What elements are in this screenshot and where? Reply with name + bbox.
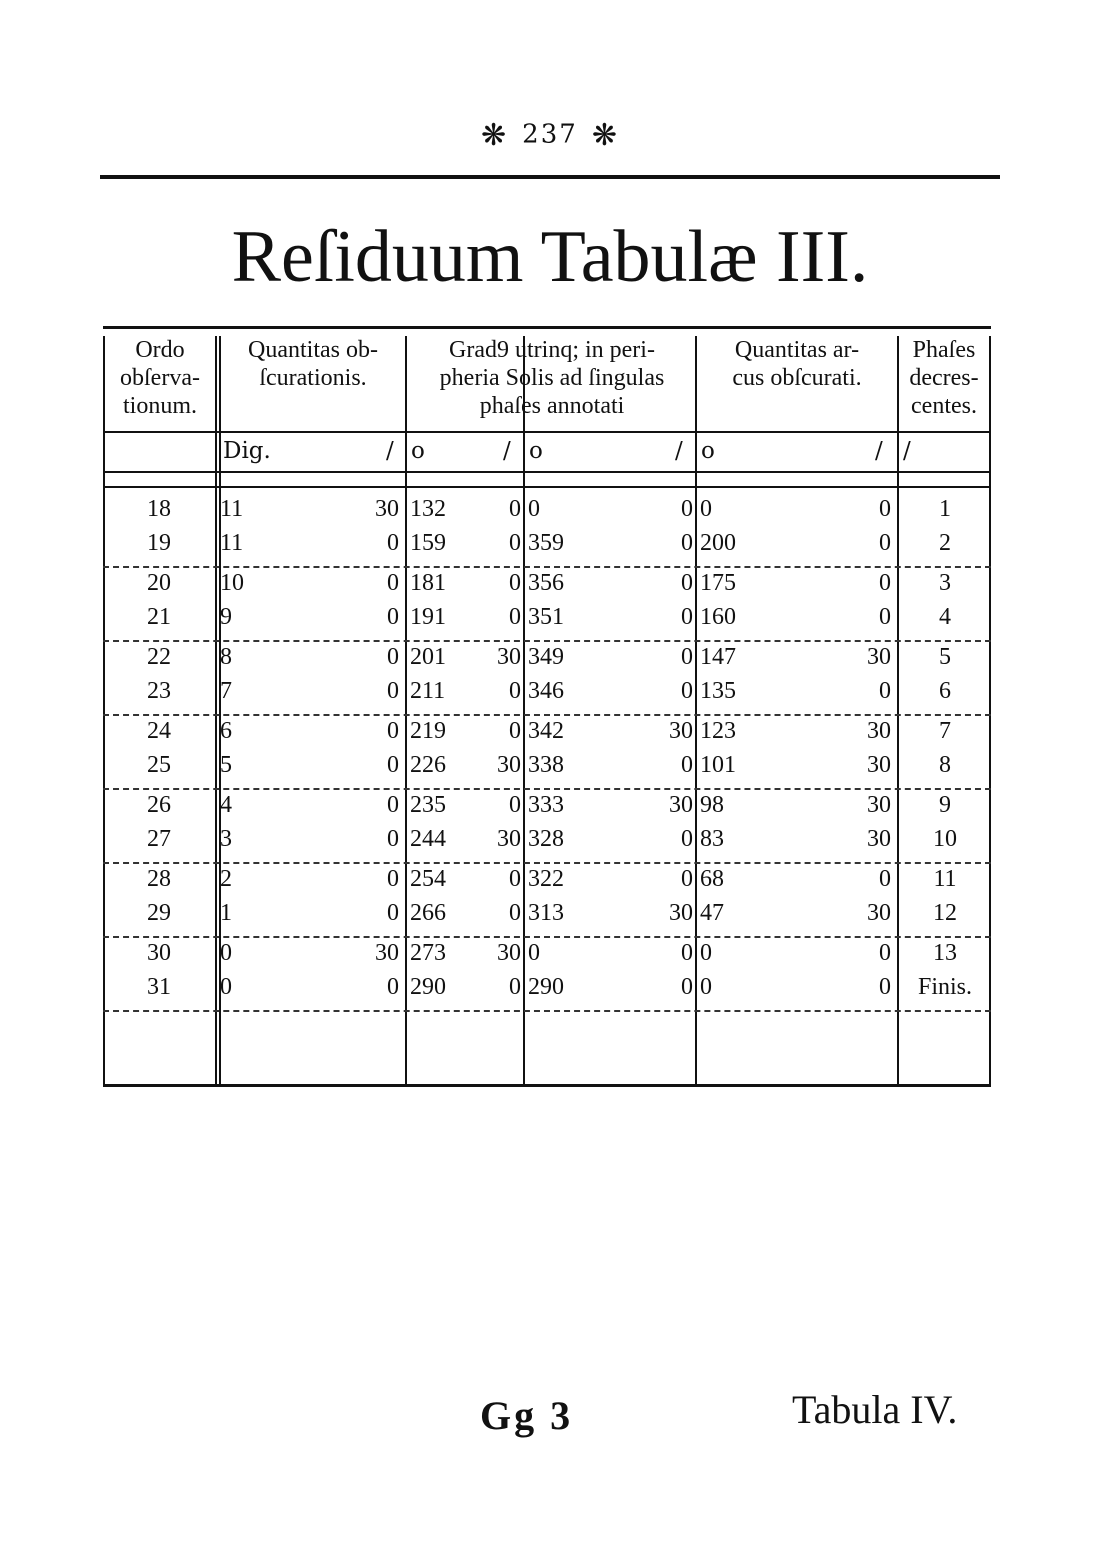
row-minutes: 0: [387, 752, 399, 778]
row-degrees: 0: [528, 940, 540, 966]
row-degrees: 273: [410, 940, 446, 966]
row-digits: 7: [220, 678, 232, 704]
row-minutes: 0: [509, 604, 521, 630]
row-phase: 3: [939, 570, 951, 596]
row-degrees: 254: [410, 866, 446, 892]
row-digits: 6: [220, 718, 232, 744]
row-degrees: 0: [528, 496, 540, 522]
row-degrees: 235: [410, 792, 446, 818]
column-divider: [215, 336, 217, 1086]
row-minutes: 0: [681, 644, 693, 670]
row-degrees: 147: [700, 644, 736, 670]
row-minutes: 0: [681, 604, 693, 630]
header-quantitas-obscurationis: Quantitas ob- ſcurationis.: [248, 337, 378, 391]
row-minutes: 30: [497, 644, 521, 670]
page-number: 237: [522, 119, 578, 150]
row-minutes: 0: [387, 718, 399, 744]
row-minutes: 0: [879, 570, 891, 596]
row-minutes: 0: [387, 644, 399, 670]
row-minutes: 0: [509, 900, 521, 926]
row-degrees: 356: [528, 570, 564, 596]
row-degrees: 290: [410, 974, 446, 1000]
row-degrees: 328: [528, 826, 564, 852]
row-digits: 11: [220, 496, 244, 522]
page-title: Reſiduum Tabulæ III.: [231, 216, 869, 298]
row-order: 19: [147, 530, 171, 556]
row-minutes: 0: [387, 866, 399, 892]
unit-label: o: [411, 438, 425, 464]
row-minutes: 0: [509, 974, 521, 1000]
row-minutes: 30: [669, 718, 693, 744]
row-order: 25: [147, 752, 171, 778]
row-minutes: 0: [879, 940, 891, 966]
row-minutes: 0: [509, 530, 521, 556]
row-degrees: 0: [700, 974, 712, 1000]
row-phase: 12: [933, 900, 957, 926]
row-digits: 4: [220, 792, 232, 818]
row-order: 27: [147, 826, 171, 852]
row-phase: Finis.: [917, 974, 973, 1000]
row-phase: 5: [939, 644, 951, 670]
row-order: 24: [147, 718, 171, 744]
row-degrees: 159: [410, 530, 446, 556]
unit-label: /: [903, 438, 911, 464]
row-minutes: 0: [681, 866, 693, 892]
row-minutes: 0: [681, 530, 693, 556]
row-minutes: 0: [879, 974, 891, 1000]
row-phase: 6: [939, 678, 951, 704]
row-degrees: 160: [700, 604, 736, 630]
row-digits: 9: [220, 604, 232, 630]
row-degrees: 201: [410, 644, 446, 670]
row-phase: 2: [939, 530, 951, 556]
page-header: [0, 118, 1100, 168]
catchword: Tabula IV.: [792, 1387, 958, 1432]
row-degrees: 68: [700, 866, 724, 892]
row-minutes: 30: [867, 644, 891, 670]
units-rule-2: [103, 486, 991, 488]
row-phase: 11: [933, 866, 957, 892]
row-degrees: 333: [528, 792, 564, 818]
row-order: 30: [147, 940, 171, 966]
row-degrees: 135: [700, 678, 736, 704]
row-minutes: 30: [867, 792, 891, 818]
row-minutes: 30: [497, 752, 521, 778]
row-minutes: 0: [387, 792, 399, 818]
row-minutes: 30: [669, 792, 693, 818]
unit-label: o: [701, 438, 715, 464]
row-digits: 2: [220, 866, 232, 892]
row-minutes: 0: [681, 826, 693, 852]
row-degrees: 191: [410, 604, 446, 630]
column-divider: [405, 336, 407, 1086]
row-minutes: 30: [497, 826, 521, 852]
row-order: 29: [147, 900, 171, 926]
row-degrees: 266: [410, 900, 446, 926]
row-digits: 5: [220, 752, 232, 778]
row-degrees: 132: [410, 496, 446, 522]
row-minutes: 0: [387, 900, 399, 926]
row-degrees: 359: [528, 530, 564, 556]
row-phase: 13: [933, 940, 957, 966]
row-minutes: 0: [879, 530, 891, 556]
row-order: 28: [147, 866, 171, 892]
row-minutes: 30: [867, 900, 891, 926]
column-divider: [523, 336, 525, 1086]
row-digits: 8: [220, 644, 232, 670]
row-phase: 1: [939, 496, 951, 522]
row-minutes: 0: [681, 570, 693, 596]
row-minutes: 0: [387, 570, 399, 596]
row-order: 22: [147, 644, 171, 670]
unit-label: Dig.: [223, 438, 271, 464]
row-degrees: 346: [528, 678, 564, 704]
row-order: 23: [147, 678, 171, 704]
row-phase: 10: [933, 826, 957, 852]
row-degrees: 0: [700, 940, 712, 966]
row-degrees: 322: [528, 866, 564, 892]
row-minutes: 0: [387, 678, 399, 704]
row-degrees: 101: [700, 752, 736, 778]
row-minutes: 0: [509, 792, 521, 818]
header-rule: [100, 175, 1000, 179]
row-degrees: 349: [528, 644, 564, 670]
row-phase: 9: [939, 792, 951, 818]
signature-mark: Gg 3: [480, 1393, 574, 1438]
row-minutes: 0: [681, 496, 693, 522]
row-minutes: 0: [509, 496, 521, 522]
column-divider: [695, 336, 697, 1086]
unit-label: /: [386, 438, 394, 464]
row-minutes: 0: [879, 678, 891, 704]
row-minutes: 30: [375, 940, 399, 966]
row-degrees: 98: [700, 792, 724, 818]
row-digits: 0: [220, 940, 232, 966]
row-order: 18: [147, 496, 171, 522]
row-minutes: 0: [681, 678, 693, 704]
row-degrees: 290: [528, 974, 564, 1000]
row-minutes: 0: [387, 826, 399, 852]
row-minutes: 0: [509, 678, 521, 704]
row-degrees: 200: [700, 530, 736, 556]
row-digits: 0: [220, 974, 232, 1000]
row-digits: 11: [220, 530, 244, 556]
header-phases: Phaſes decres- centes.: [909, 337, 979, 419]
table-top-rule: [103, 326, 991, 329]
unit-label: /: [503, 438, 511, 464]
row-digits: 3: [220, 826, 232, 852]
row-order: 20: [147, 570, 171, 596]
units-rule: [103, 471, 991, 473]
row-digits: 10: [220, 570, 244, 596]
row-minutes: 0: [879, 496, 891, 522]
header-quantitas-arcus: Quantitas ar- cus obſcurati.: [732, 337, 862, 391]
row-order: 26: [147, 792, 171, 818]
row-minutes: 0: [509, 866, 521, 892]
row-minutes: 0: [681, 752, 693, 778]
row-degrees: 211: [410, 678, 446, 704]
row-degrees: 338: [528, 752, 564, 778]
row-minutes: 0: [509, 570, 521, 596]
row-minutes: 30: [867, 752, 891, 778]
row-minutes: 0: [681, 940, 693, 966]
unit-label: /: [675, 438, 683, 464]
row-degrees: 123: [700, 718, 736, 744]
row-phase: 4: [939, 604, 951, 630]
row-degrees: 313: [528, 900, 564, 926]
row-degrees: 47: [700, 900, 724, 926]
row-degrees: 175: [700, 570, 736, 596]
unit-label: /: [875, 438, 883, 464]
row-minutes: 30: [375, 496, 399, 522]
column-divider: [897, 336, 899, 1086]
header-rule-lower: [103, 431, 991, 433]
row-degrees: 351: [528, 604, 564, 630]
ornament-icon: ❋: [591, 118, 619, 153]
row-group-rule: [103, 1010, 991, 1013]
row-degrees: 219: [410, 718, 446, 744]
row-degrees: 83: [700, 826, 724, 852]
table-bottom-rule: [103, 1084, 991, 1087]
row-phase: 7: [939, 718, 951, 744]
row-minutes: 0: [387, 530, 399, 556]
row-degrees: 342: [528, 718, 564, 744]
row-minutes: 0: [509, 718, 521, 744]
row-digits: 1: [220, 900, 232, 926]
row-minutes: 0: [387, 604, 399, 630]
header-gradus: Grad9 utrinq; in peri- pheria Solis ad ſingulas phaſes annotati: [439, 337, 665, 419]
row-minutes: 0: [681, 974, 693, 1000]
row-minutes: 30: [867, 826, 891, 852]
ornament-icon: ❋: [481, 118, 509, 153]
data-table: [103, 326, 991, 1088]
row-minutes: 30: [497, 940, 521, 966]
row-degrees: 226: [410, 752, 446, 778]
row-minutes: 0: [879, 866, 891, 892]
header-ordo: Ordo obſerva- tionum.: [120, 337, 200, 419]
row-order: 31: [147, 974, 171, 1000]
row-degrees: 0: [700, 496, 712, 522]
row-phase: 8: [939, 752, 951, 778]
row-order: 21: [147, 604, 171, 630]
row-degrees: 244: [410, 826, 446, 852]
row-minutes: 0: [387, 974, 399, 1000]
row-degrees: 181: [410, 570, 446, 596]
row-minutes: 0: [879, 604, 891, 630]
row-minutes: 30: [867, 718, 891, 744]
unit-label: o: [529, 438, 543, 464]
row-minutes: 30: [669, 900, 693, 926]
